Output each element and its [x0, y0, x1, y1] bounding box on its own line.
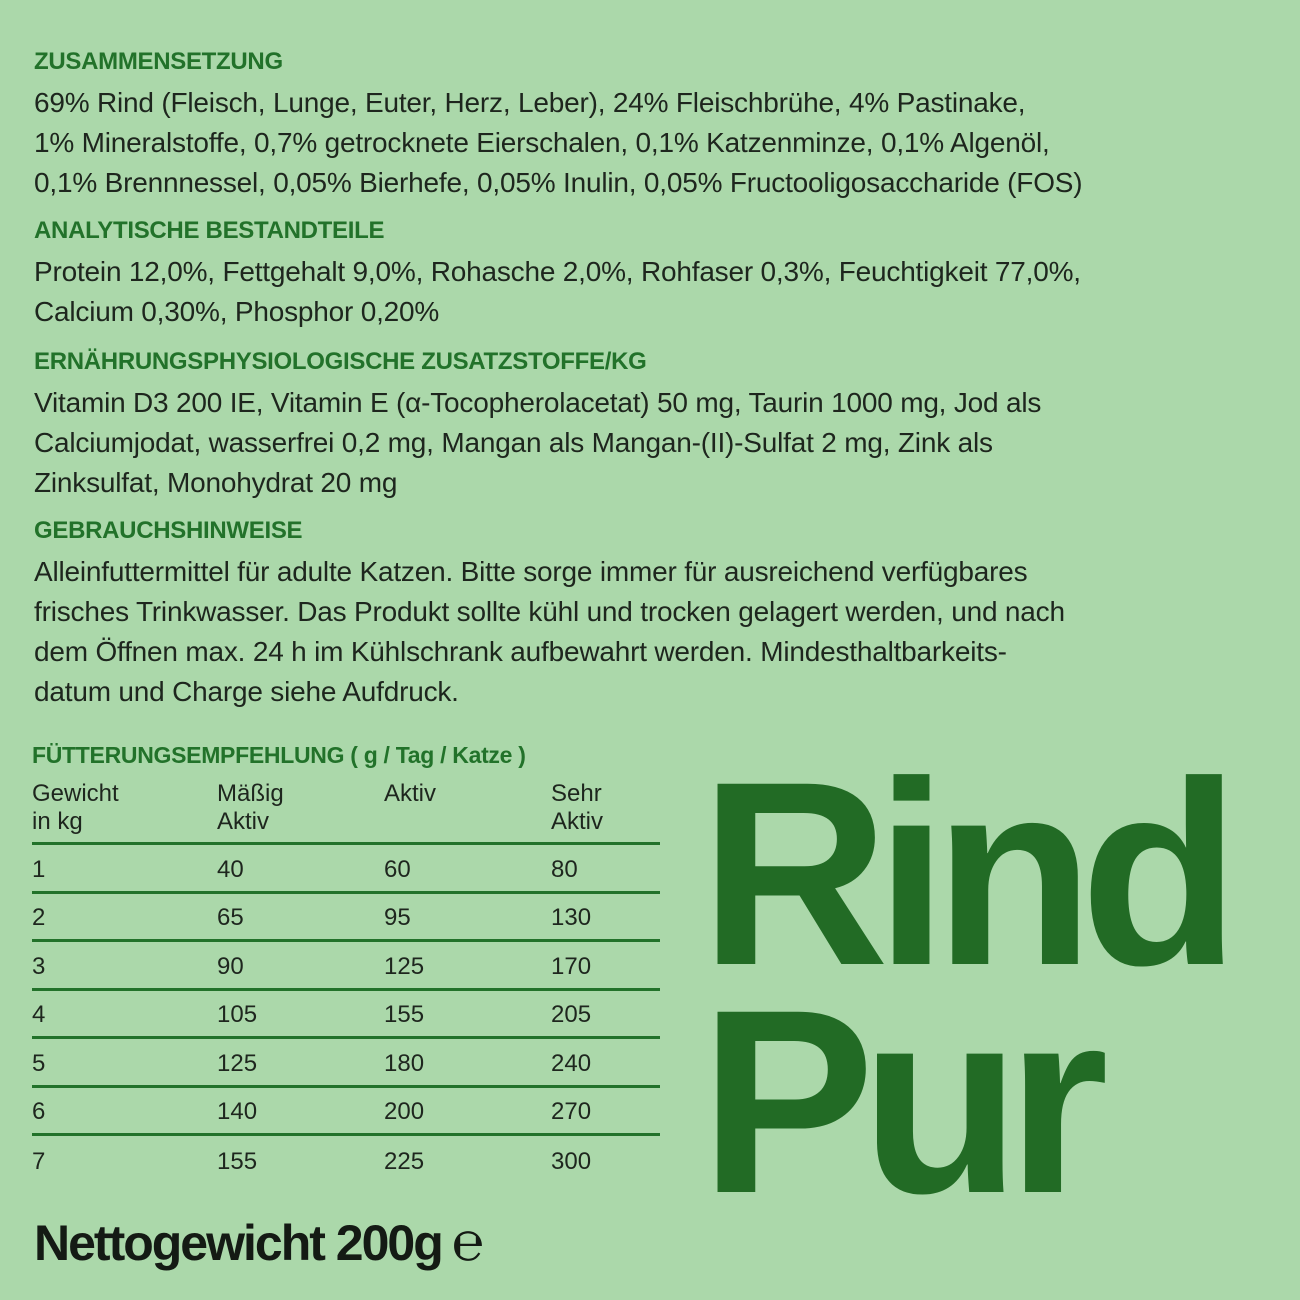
table-cell: 205 [551, 989, 660, 1038]
table-cell: 240 [551, 1038, 660, 1087]
product-title [700, 727, 1280, 1248]
section-body [34, 383, 1274, 503]
table-cell: 2 [32, 892, 217, 941]
section-zusatzstoffe [34, 347, 1274, 503]
table-cell: 155 [217, 1147, 258, 1175]
table-cell: 300 [551, 1147, 592, 1175]
table-row [32, 1086, 660, 1135]
column-header-weight: Gewicht in kg [32, 780, 217, 844]
estimated-sign-icon: ℮ [451, 1210, 483, 1273]
table-row [32, 1038, 660, 1087]
table-cell: 125 [384, 941, 551, 990]
text-line: Calcium 0,30%, Phosphor 0,20% [34, 296, 440, 327]
feeding-table [32, 780, 660, 1183]
section-zusammensetzung [34, 47, 1274, 203]
table-cell: 40 [217, 844, 384, 893]
product-title-line-1: Rind [700, 727, 1227, 1020]
table-header-row [32, 780, 660, 844]
text-line: 1% Mineralstoffe, 0,7% getrocknete Eierschalen, 0,1% Katzenminze, 0,1% Algenöl, [34, 127, 1050, 158]
text-line: datum und Charge siehe Aufdruck. [34, 676, 459, 707]
table-cell: 155 [384, 989, 551, 1038]
table-cell: 140 [217, 1086, 384, 1135]
table-cell: 65 [217, 892, 384, 941]
table-cell: 60 [384, 844, 551, 893]
table-row [32, 1135, 660, 1184]
table-cell: 130 [551, 892, 660, 941]
table-row [32, 892, 660, 941]
table-cell: 5 [32, 1038, 217, 1087]
text-line: Calciumjodat, wasserfrei 0,2 mg, Mangan als Mangan-(II)-Sulfat 2 mg, Zink als [34, 427, 993, 458]
text-line: Protein 12,0%, Fettgehalt 9,0%, Rohasche 2,0%, Rohfaser 0,3%, Feuchtigkeit 77,0%, [34, 256, 1081, 287]
table-cell: 170 [551, 941, 660, 990]
net-weight [34, 1210, 482, 1273]
table-cell: 3 [32, 941, 217, 990]
table-cell: 180 [384, 1038, 551, 1087]
table-cell: 95 [384, 892, 551, 941]
text-line: dem Öffnen max. 24 h im Kühlschrank aufbewahrt werden. Mindesthaltbarkeits- [34, 636, 1007, 667]
section-body [34, 252, 1274, 332]
section-analytische-bestandteile [34, 216, 1274, 332]
section-heading: ANALYTISCHE BESTANDTEILE [34, 217, 385, 244]
section-gebrauchshinweise [34, 516, 1274, 712]
column-header-active: Aktiv [384, 780, 551, 844]
table-cell: 270 [551, 1086, 660, 1135]
table-cell: 225 [384, 1147, 425, 1175]
table-cell: 6 [32, 1086, 217, 1135]
section-heading: ERNÄHRUNGSPHYSIOLOGISCHE ZUSATZSTOFFE/KG [34, 348, 647, 375]
net-weight-label: Nettogewicht 200g [34, 1215, 442, 1271]
section-body [34, 552, 1274, 712]
column-header-moderate: Mäßig Aktiv [217, 780, 384, 844]
table-cell: 90 [217, 941, 384, 990]
feeding-heading: FÜTTERUNGSEMPFEHLUNG ( g / Tag / Katze ) [32, 742, 526, 768]
text-line: Vitamin D3 200 IE, Vitamin E (α-Tocopherolacetat) 50 mg, Taurin 1000 mg, Jod als [34, 387, 1042, 418]
text-line: frisches Trinkwasser. Das Produkt sollte kühl und trocken gelagert werden, und nach [34, 596, 1065, 627]
section-heading: GEBRAUCHSHINWEISE [34, 517, 303, 544]
table-cell: 7 [32, 1147, 46, 1175]
text-line: Zinksulfat, Monohydrat 20 mg [34, 467, 398, 498]
text-line: 69% Rind (Fleisch, Lunge, Euter, Herz, Leber), 24% Fleischbrühe, 4% Pastinake, [34, 87, 1026, 118]
table-cell: 1 [32, 844, 217, 893]
section-body [34, 83, 1274, 203]
text-line: 0,1% Brennnessel, 0,05% Bierhefe, 0,05% Inulin, 0,05% Fructooligosaccharide (FOS) [34, 167, 1083, 198]
table-cell: 200 [384, 1086, 551, 1135]
product-title-line-2: Pur [700, 955, 1095, 1248]
table-cell: 125 [217, 1038, 384, 1087]
column-header-very-active: Sehr Aktiv [551, 780, 660, 844]
text-line: Alleinfuttermittel für adulte Katzen. Bitte sorge immer für ausreichend verfügbares [34, 556, 1028, 587]
table-cell: 105 [217, 989, 384, 1038]
table-row [32, 989, 660, 1038]
table-row [32, 941, 660, 990]
feeding-recommendation [32, 740, 662, 1183]
table-cell: 80 [551, 844, 660, 893]
table-cell: 4 [32, 989, 217, 1038]
table-row [32, 844, 660, 893]
section-heading: ZUSAMMENSETZUNG [34, 48, 283, 75]
